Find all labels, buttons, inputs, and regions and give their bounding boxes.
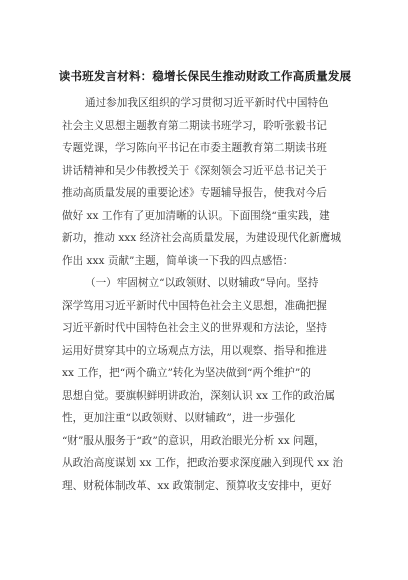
document-title: 读书班发言材料：稳增长保民生推动财政工作高质量发展 — [58, 69, 352, 83]
paragraph-2-line-8: “财”服从服务于“政”的意识，用政治眼光分析 xx 问题， — [62, 434, 325, 447]
document-body — [62, 92, 368, 497]
paragraph-2-line-9: 从政治高度谋划 xx 工作，把政治要求深度融入到现代 xx 治 — [62, 457, 344, 469]
paragraph-1-line-1: 通过参加我区组织的学习贯彻习近平新时代中国特色 — [85, 97, 329, 109]
paragraph-2-line-10: 理、财税体制改革、xx 政策制定、预算收支安排中，更好 — [62, 479, 332, 492]
paragraph-2-line-4: 运用好贯穿其中的立场观点方法，用以观察、指导和推进 — [62, 344, 327, 357]
paragraph-2-line-1: （一）牢固树立“以政领财、以财辅政”导向。坚持 — [85, 277, 319, 289]
paragraph-2-line-3: 习近平新时代中国特色社会主义的世界观和方法论，坚持 — [62, 322, 327, 334]
paragraph-1-line-3: 专题党课，学习陈向平书记在市委主题教育第二期读书班 — [62, 142, 327, 154]
paragraph-2-line-2: 深学笃用习近平新时代中国特色社会主义思想，准确把握 — [62, 299, 327, 312]
paragraph-2-line-7: 性，更加注重“以政领财、以财辅政”，进一步强化 — [62, 412, 296, 424]
paragraph-1-line-2: 社会主义思想主题教育第二期读书班学习，聆听张毅书记 — [62, 119, 327, 132]
paragraph-1-line-5: 推动高质量发展的重要论述》专题辅导报告，使我对今后 — [62, 187, 327, 199]
paragraph-2-line-6: 思想自觉。要旗帜鲜明讲政治，深刻认识 xx 工作的政治属 — [62, 389, 335, 402]
paragraph-1-line-7: 新功，推动 xxx 经济社会高质量发展，为建设现代化新鹰城 — [62, 232, 341, 244]
paragraph-1-line-6: 做好 xx 工作有了更加清晰的认识。下面围绕“重实践，建 — [62, 209, 330, 222]
paragraph-1-line-8: 作出 xxx 贡献”主题，简单谈一下我的四点感悟： — [62, 254, 294, 267]
paragraph-1-line-4: 讲话精神和吴少伟教授关于《深刻领会习近平总书记关于 — [62, 164, 327, 177]
paragraph-2-line-5: xx 工作，把“两个确立”转化为坚决做到“两个维护”的 — [62, 367, 311, 379]
